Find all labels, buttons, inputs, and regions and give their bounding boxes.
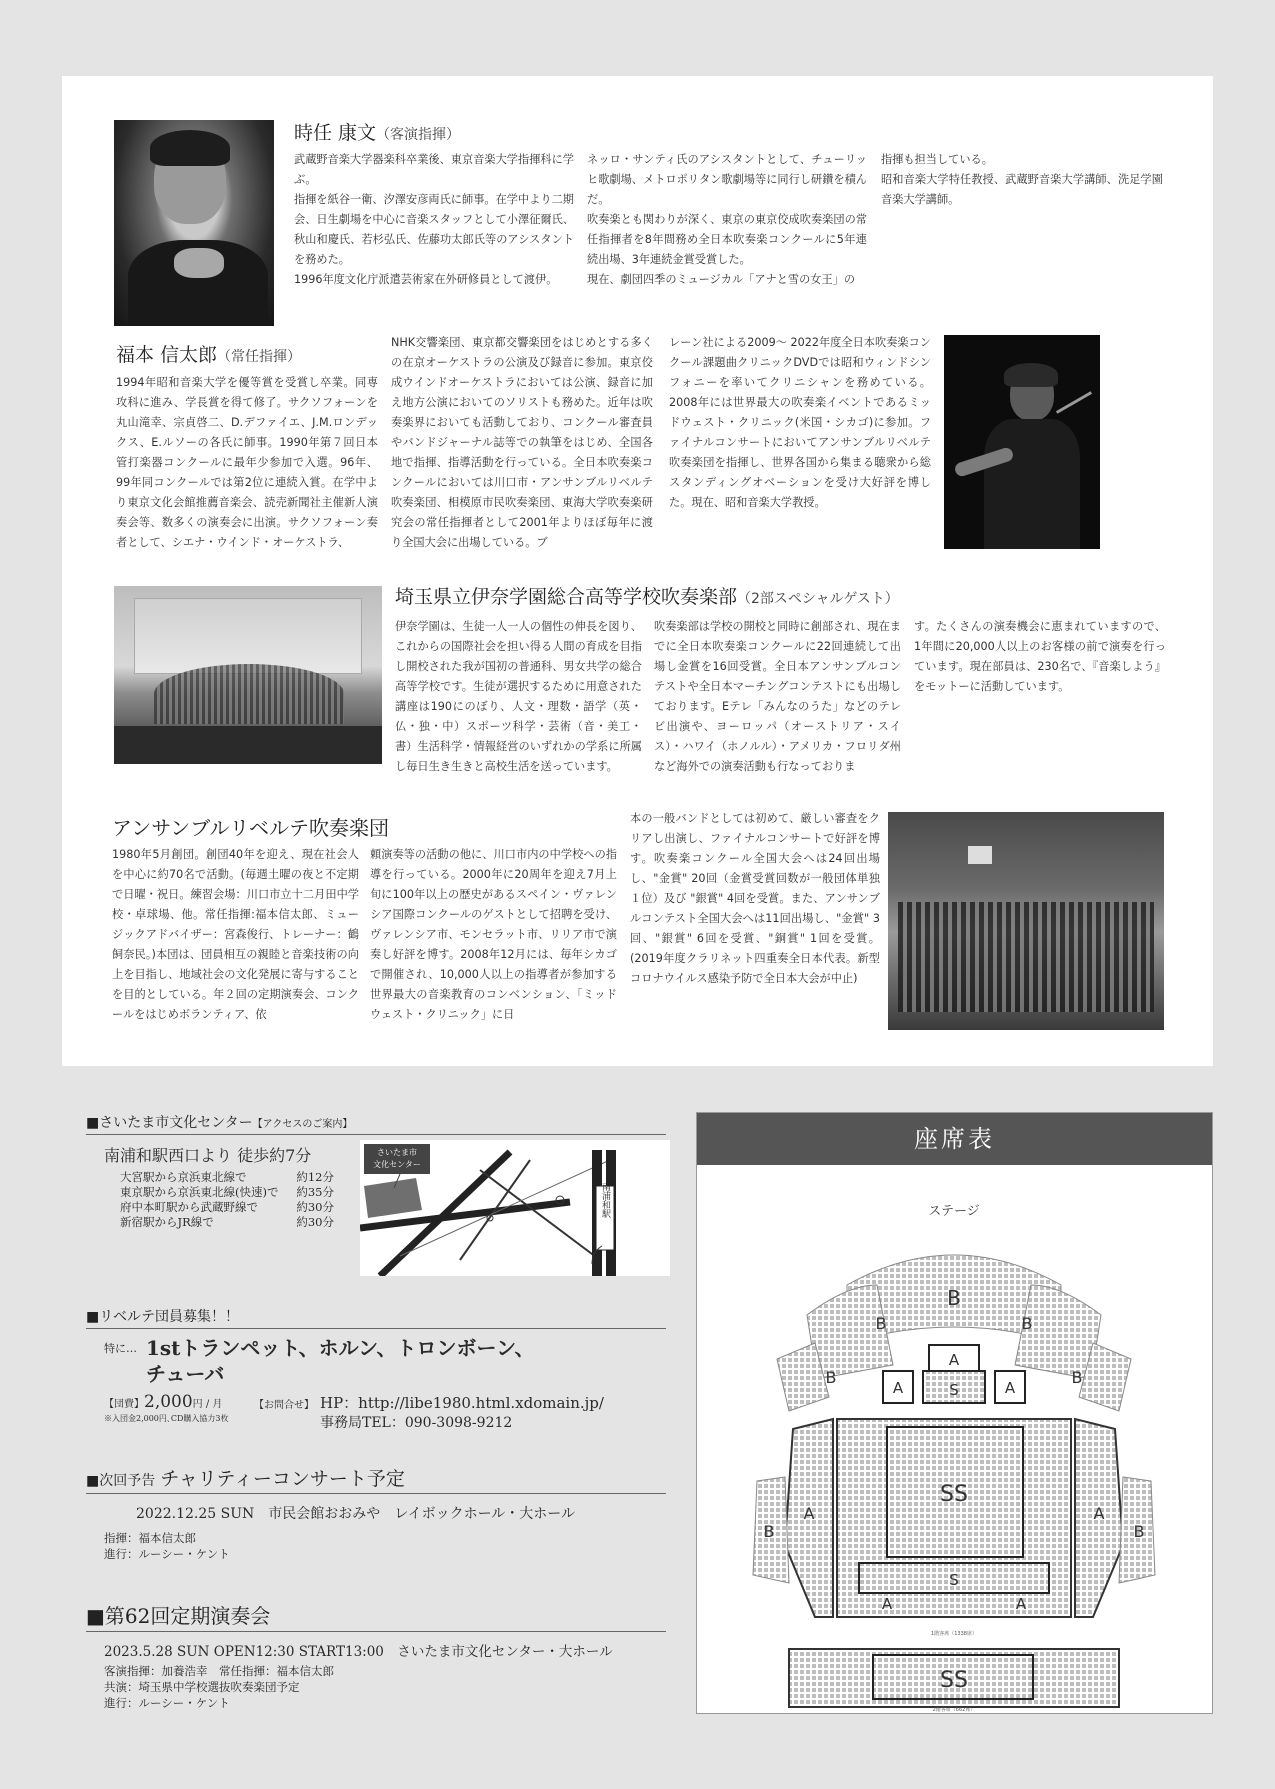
tokito-bio-p7: 指揮も担当している。 xyxy=(881,153,993,166)
tokito-role: （客演指揮） xyxy=(376,127,461,143)
tokito-portrait-photo xyxy=(114,120,274,326)
access-map xyxy=(360,1140,670,1276)
seat-label-a: A xyxy=(881,1595,893,1613)
route-label: 府中本町駅から武蔵野線で xyxy=(120,1200,258,1214)
access-route-row xyxy=(120,1185,334,1200)
access-routes xyxy=(120,1170,334,1230)
seat-label-ss: SS xyxy=(940,1482,968,1507)
seat-label-b: B xyxy=(763,1522,775,1541)
liberte-heading: アンサンブルリベルテ吹奏楽団 xyxy=(112,816,389,840)
liberte-col1: 1980年5月創団。創団40年を迎え、現在社会人を中心に約70名で活動。(毎週土曜の夜と不定期で日曜・祝日。練習会場：川口市立十二月田中学校・卓球場、他。常任指揮:福本信太郎、ミュージックアドバイザー：宮森俊行、トレーナー：鶴飼奈民。)本団は、団員相互の親睦と音楽技術の向上を目指し、地域社会の文化発展に寄与することを目的としている。年２回の定期演奏会、コンクールをはじめボランティア、依 xyxy=(112,848,359,1021)
liberte-band-photo xyxy=(888,812,1164,1030)
tokito-bio-p5: 吹奏楽とも関わりが深く、東京の東京佼成吹奏楽団の常任指揮者を8年間務め全日本吹奏楽コンクールに5年連続出場、3年連続金賞受賞した。 xyxy=(587,213,867,266)
next-concert-venue: 市民会館おおみや レイボックホール・大ホール xyxy=(268,1506,576,1522)
next-concert-mc: 進行：ルーシー・ケント xyxy=(104,1547,230,1561)
regular-concert-heading: ■第62回定期演奏会 xyxy=(86,1600,666,1632)
seat-label-a: A xyxy=(1093,1504,1105,1523)
next-concert-title: チャリティーコンサート予定 xyxy=(160,1468,405,1490)
seat-label-a: A xyxy=(1004,1379,1016,1397)
regular-concert-start: START13:00 xyxy=(298,1644,384,1660)
recruit-instruments-1: 1stトランペット、ホルン、トロンボーン、 xyxy=(146,1336,535,1360)
seat-label-b: B xyxy=(875,1314,887,1333)
floor1-caption: 1階客席（1338席） xyxy=(931,1631,977,1637)
seat-label-ss: SS xyxy=(940,1668,968,1693)
fukumoto-name: 福本 信太郎 xyxy=(116,344,218,366)
map-label-station: 南浦和駅 xyxy=(600,1182,610,1218)
fee-unit: 円 / 月 xyxy=(192,1399,223,1410)
fukumoto-role: （常任指揮） xyxy=(217,349,302,365)
recruit-prefix: 特に… xyxy=(104,1342,137,1355)
recruit-tel: 事務局TEL：090-3098-9212 xyxy=(320,1415,513,1431)
route-time: 約30分 xyxy=(296,1215,334,1229)
tokito-bio-p3: 1996年度文化庁派遣芸術家在外研修員として渡伊。 xyxy=(294,273,558,286)
seating-map xyxy=(697,1165,1212,1713)
tokito-bio-p4: ネッロ・サンティ氏のアシスタントとして、チューリッヒ歌劇場、メトロポリタン歌劇場等に同行し研鑽を積んだ。 xyxy=(587,153,867,206)
fukumoto-bio-col1: 1994年昭和音楽大学を優等賞を受賞し卒業。同専攻科に進み、学長賞を得て修了。サクソフォーンを丸山滝幸、宗貞啓二、D.デファイエ、J.M.ロンデックス、E.ルソーの各氏に師事。1990年第７回日本管打楽器コンクールに最年少参加で入選。96年、99年同コンクールでは第2位に連続入賞。在学中より東京文化会館推薦音楽会、読売新聞社主催新人演奏会等、数多くの演奏会に出演。サクソフォーン奏者として、シエナ・ウインド・オーケストラ、 xyxy=(116,376,378,549)
map-label-center: さいたま市 xyxy=(377,1148,417,1157)
next-concert-datetime xyxy=(136,1503,575,1523)
access-route-row xyxy=(120,1215,334,1230)
fukumoto-bio-col2: NHK交響楽団、東京都交響楽団をはじめとする多くの在京オーケストラの公演及び録音に参加。東京佼成ウインドオーケストラにおいては公演、録音に加え地方公演においてのソリストも務めた。近年は吹奏楽界においても活動しており、コンクール審査員やバンドジャーナル誌等での執筆をはじめ、全国各地で指揮、指導活動を行っている。全日本吹奏楽コンクールにおいては川口市・アンサンブルリベルテ吹奏楽団、相模原市民吹奏楽団、東海大学吹奏楽研究会の常任指揮者として2001年よりほぼ毎年に渡り全国大会に出場している。ブ xyxy=(391,336,653,549)
seat-label-a: A xyxy=(892,1379,904,1397)
fukumoto-heading xyxy=(116,340,301,367)
route-time: 約35分 xyxy=(296,1185,334,1199)
access-title: ■さいたま市文化センター xyxy=(86,1115,253,1131)
tokito-bio-col1 xyxy=(294,150,574,290)
tokito-bio-p2: 指揮を紙谷一衛、汐澤安彦両氏に師事。在学中より二期会、日生劇場を中心に音楽スタッフとして小澤征爾氏、秋山和慶氏、若杉弘氏、佐藤功太郎氏等のアシスタントを務めた。 xyxy=(294,193,574,266)
route-label: 新宿駅からJR線で xyxy=(120,1215,214,1229)
ina-gakuen-col1: 伊奈学園は、生徒一人一人の個性の伸長を図り、これからの国際社会を担い得る人間の育成を目指し開校された我が国初の普通科、男女共学の総合高等学校です。生徒が選択するために用意された講座は190にのぼり、人文・理数・語学（英・仏・独・中）スポーツ科学・芸術（音・美工・書）生活科学・情報経営のいずれかの学系に所属し毎日生き生きと高校生活を送っています。 xyxy=(395,620,642,773)
ina-gakuen-role: （2部スペシャルゲスト） xyxy=(737,591,899,607)
regular-concert-datetime xyxy=(104,1640,613,1660)
seating-title: 座席表 xyxy=(697,1113,1212,1165)
tokito-bio-col3 xyxy=(881,150,1163,210)
tokito-bio-p1: 武蔵野音楽大学器楽科卒業後、東京音楽大学指揮科に学ぶ。 xyxy=(294,153,574,186)
route-label: 東京駅から京浜東北線(快速)で xyxy=(120,1185,279,1199)
tokito-heading xyxy=(294,118,460,145)
next-concert-prefix: ■次回予告 xyxy=(86,1473,156,1489)
access-title-sub: 【アクセスのご案内】 xyxy=(252,1119,353,1130)
liberte-col3: 本の一般バンドとしては初めて、厳しい審査をクリアし出演し、ファイナルコンサートで好評を博す。吹奏楽コンクール全国大会へは24回出場し、"金賞" 20回（金賞受賞回数が一般団体単独１位）及び "銀賞" 4回を受賞。また、アンサンブルコンテスト全国大会へは11回出場し、"金賞" 3回、"銀賞" 6回を受賞、"銅賞" 1回を受賞。(2019年度クラリネット四重奏全日本代表。新型コロナウイルス感染予防で全日本大会が中止) xyxy=(630,812,880,985)
recruit-instruments-2: チューバ xyxy=(146,1362,225,1386)
tokito-bio-p8: 昭和音楽大学特任教授、武蔵野音楽大学講師、洗足学園音楽大学講師。 xyxy=(881,173,1163,206)
ina-gakuen-col3: す。たくさんの演奏機会に恵まれていますので、1年間に20,000人以上のお客様の前で演奏を行っています。現在部員は、230名で、『音楽しよう』をモットーに活動しています。 xyxy=(914,620,1166,693)
fee-label: 【団費】 xyxy=(104,1399,144,1410)
ina-gakuen-heading xyxy=(395,582,899,609)
regular-concert-date: 2023.5.28 xyxy=(104,1644,173,1660)
seat-label-b: B xyxy=(1021,1314,1033,1333)
tokito-name: 時任 康文 xyxy=(294,122,377,144)
tokito-bio-p6: 現在、劇団四季のミュージカル「アナと雪の女王」の xyxy=(587,273,856,286)
floor2-caption: 2階客席（662席） xyxy=(932,1707,976,1713)
fukumoto-bio-col3: レーン社による2009～ 2022年度全日本吹奏楽コンクール課題曲クリニックDVDでは昭和ウィンドシンフォニーを率いてクリニシャンを務めている。2008年には世界最大の吹奏楽イベントであるミッドウェスト・クリニック(米国・シカゴ)に参加。ファイナルコンサートにおいてアンサンブルリベルテ吹奏楽団を指揮し、世界各国から集まる聴衆から総スタンディングオベーションを受け大好評を博した。現在、昭和音楽大学教授。 xyxy=(669,336,931,509)
tokito-bio-col2 xyxy=(587,150,867,290)
next-concert-conductor: 指揮：福本信太郎 xyxy=(104,1531,196,1545)
seat-label-b: B xyxy=(1133,1522,1145,1541)
seat-label-s: S xyxy=(949,1381,959,1399)
seat-label-a: A xyxy=(948,1351,960,1369)
recruit-heading: ■リベルテ団員募集！！ xyxy=(86,1306,666,1329)
ina-gakuen-band-photo xyxy=(114,586,382,764)
regular-concert-open: OPEN12:30 xyxy=(213,1644,295,1660)
next-concert-heading xyxy=(86,1464,666,1494)
regular-concert-day: SUN xyxy=(177,1644,210,1660)
recruit-fee-note: ※入団金2,000円､CD購入協力3枚 xyxy=(104,1414,229,1423)
access-route-row xyxy=(120,1200,334,1215)
regular-concert-co-star: 共演：埼玉県中学校選抜吹奏楽団予定 xyxy=(104,1680,300,1694)
recruit-fee xyxy=(104,1392,222,1412)
liberte-col2: 頼演奏等の活動の他に、川口市内の中学校への指導を行っている。2000年に20周年を迎え7月上旬に100年以上の歴史があるスペイン・ヴァレンシア国際コンクールのゲストとして招聘を受け、ヴァレンシア市、モンセラット市、リリア市で演奏し好評を博す。2008年12月には、毎年シカゴで開催され、10,000人以上の指導者が参加する世界最大の音楽教育のコンベンション、「ミッドウェスト・クリニック」に日 xyxy=(370,848,617,1021)
ina-gakuen-name: 埼玉県立伊奈学園総合高等学校吹奏楽部 xyxy=(395,586,738,608)
route-label: 大宮駅から京浜東北線で xyxy=(120,1170,247,1184)
seat-label-a: A xyxy=(1015,1595,1027,1613)
next-concert-day: SUN xyxy=(220,1506,255,1522)
seat-label-b: B xyxy=(947,1286,961,1310)
stage-label: ステージ xyxy=(928,1204,980,1219)
recruit-contact-label: 【お問合せ】 xyxy=(254,1400,314,1411)
fukumoto-conducting-photo xyxy=(944,335,1100,549)
access-walk: 南浦和駅西口より 徒歩約7分 xyxy=(104,1146,312,1165)
access-heading xyxy=(86,1112,666,1135)
route-time: 約12分 xyxy=(296,1170,334,1184)
access-route-row xyxy=(120,1170,334,1185)
fee-value: 2,000 xyxy=(144,1392,193,1412)
seat-label-s: S xyxy=(949,1571,959,1589)
seating-chart xyxy=(696,1112,1213,1714)
next-concert-date: 2022.12.25 xyxy=(136,1506,217,1522)
ina-gakuen-col2: 吹奏楽部は学校の開校と同時に創部され、現在までに全日本吹奏楽コンクールに22回連続して出場し金賞を16回受賞。全日本アンサンブルコンテストや全日本マーチングコンテストにも出場しております。Eテレ「みんなのうた」などのテレビ出演や、ヨーロッパ（オーストリア・スイス）・ハワイ（ホノルル）・アメリカ・フロリダ州など海外での演奏活動も行なっておりま xyxy=(654,620,901,773)
seat-label-b: B xyxy=(825,1368,837,1387)
svg-text:文化センター: 文化センター xyxy=(373,1160,421,1169)
regular-concert-conductors: 客演指揮：加養浩幸 常任指揮：福本信太郎 xyxy=(104,1664,334,1678)
regular-concert-mc: 進行：ルーシー・ケント xyxy=(104,1696,230,1710)
route-time: 約30分 xyxy=(296,1200,334,1214)
seat-label-a: A xyxy=(803,1504,815,1523)
recruit-hp-link[interactable]: HP：http://libe1980.html.xdomain.jp/ xyxy=(320,1394,604,1412)
regular-concert-venue: さいたま市文化センター・大ホール xyxy=(397,1644,613,1660)
seat-label-b: B xyxy=(1071,1368,1083,1387)
